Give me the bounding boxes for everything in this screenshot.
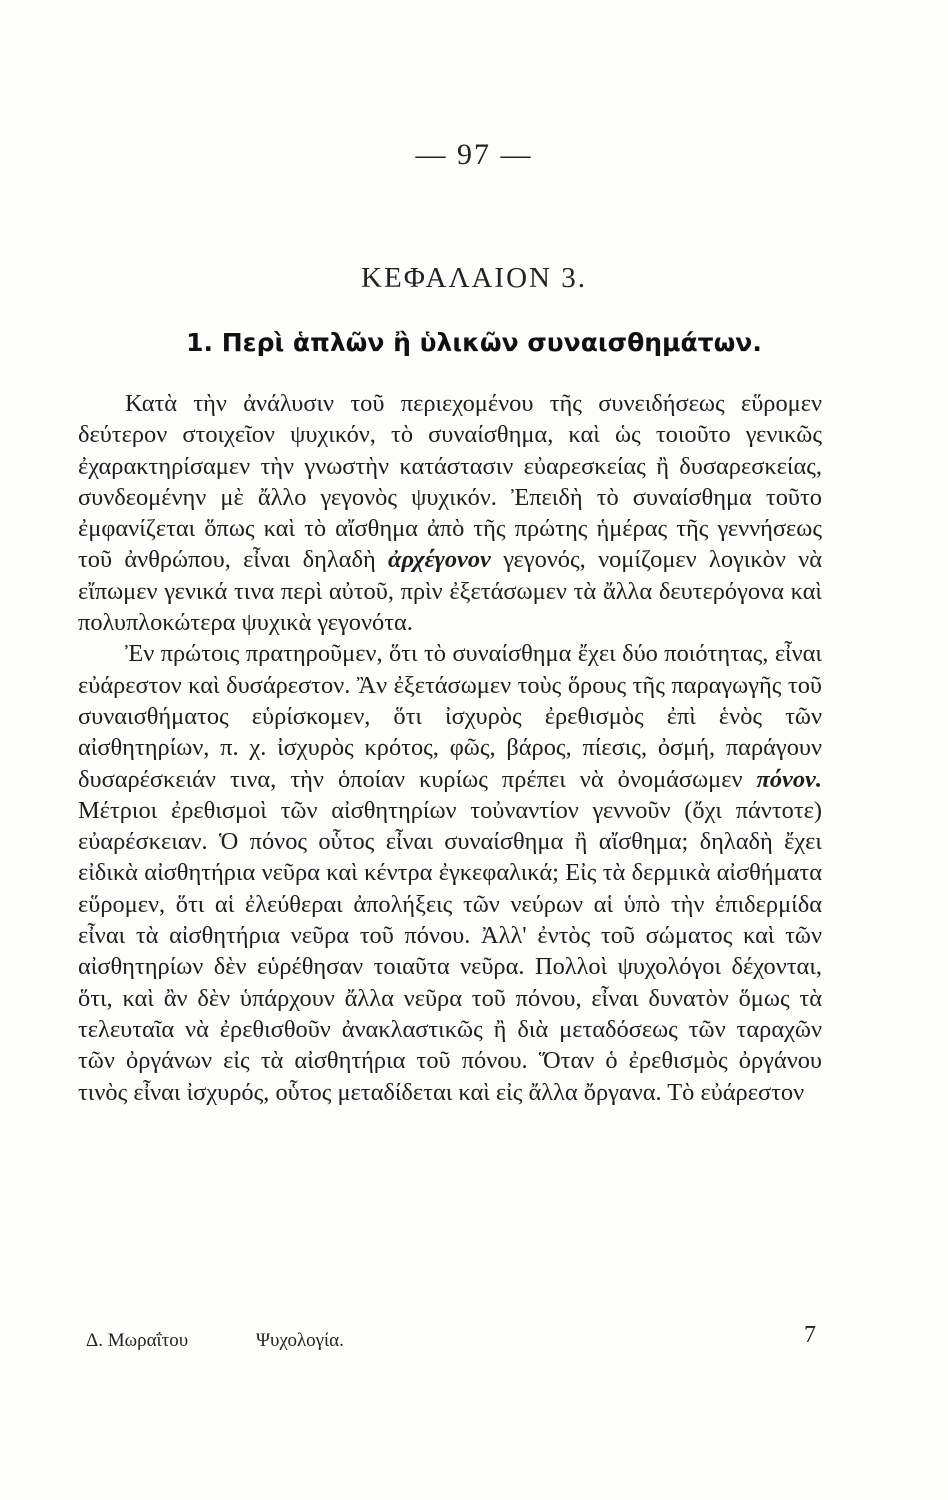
paragraph-1-text-a: Κατὰ τὴν ἀνάλυσιν τοῦ περιεχομένου τῆς συνειδήσεως εὕρομεν δεύτερον στοιχεῖον ψυχικόν, τὸ συναίσθημα, καὶ ὡς τοιοῦτο γενικῶς ἐχαρακτηρίσαμεν τὴν γνωστὴν κατάστασιν εὐαρεσκείας ἢ δυσαρεσκείας, συνδεομένην μὲ ἄλλο γεγονὸς ψυχικόν. Ἐπειδὴ τὸ συναίσθημα τοῦτο ἐμφανίζεται ὅπως καὶ τὸ αἴσθημα ἀπὸ τῆς πρώτης ἡμέρας τῆς γεννήσεως τοῦ ἀνθρώπου, εἶναι δηλαδὴ [78,390,822,574]
emphasis-term-archegonon: ἀρχέγονον [388,546,491,574]
footer-author: Δ. Μωραΐτου [86,1330,189,1351]
emphasis-term-ponon: πόνον. [756,765,822,793]
body-text [78,388,822,1108]
paragraph-2-text-a: Ἐν πρώτοις πρατηροῦμεν, ὅτι τὸ συναίσθημα ἔχει δύο ποιότητας, εἶναι εὐάρεστον καὶ δυσάρεστον. Ἂν ἐξετάσωμεν τοὺς ὅρους τῆς παραγωγῆς τοῦ συναισθήματος εὑρίσκομεν, ὅτι ἰσχυρὸς ἐρεθισμὸς ἐπὶ ἑνὸς τῶν αἰσθητηρίων, π. χ. ἰσχυρὸς κρότος, φῶς, βάρος, πίεσις, ὀσμή, παράγουν δυσαρέσκειάν τινα, τὴν ὁποίαν κυρίως πρέπει νὰ ὀνομάσωμεν [78,640,822,793]
paragraph-2 [78,638,822,1107]
chapter-title: ΚΕΦΑΛΑΙΟΝ 3. [361,262,587,294]
paragraph-1-text-b: γεγονός, νομίζομεν λογικὸν νὰ εἴπωμεν γενικά τινα περὶ αὐτοῦ, πρὶν ἐξετάσωμεν τὰ ἄλλα δευτερόγονα καὶ πολυπλοκώτερα ψυχικὰ γεγονότα. [78,546,822,637]
footer-book-title: Ψυχολογία. [256,1330,344,1351]
section-title: 1. Περὶ ἁπλῶν ἢ ὑλικῶν συναισθημάτων. [186,328,762,357]
paragraph-1 [78,388,822,638]
paragraph-2-text-b: Μέτριοι ἐρεθισμοὶ τῶν αἰσθητηρίων τοὐναντίον γεννοῦν (ὄχι πάντοτε) εὐαρέσκειαν. Ὁ πόνος οὗτος εἶναι συναίσθημα ἢ αἴσθημα; δηλαδὴ ἔχει εἰδικὰ αἰσθητήρια νεῦρα καὶ κέντρα ἐγκεφαλικά; Εἰς τὰ δερμικὰ αἰσθήματα εὕρομεν, ὅτι αἱ ἐλεύθεραι ἀπολήξεις τῶν νεύρων αἱ ὑπὸ τὴν ἐπιδερμίδα εἶναι τὰ αἰσθητήρια νεῦρα τοῦ πόνου. Ἀλλ' ἐντὸς τοῦ σώματος καὶ τῶν αἰσθητηρίων δὲν εὑρέθησαν τοιαῦτα νεῦρα. Πολλοὶ ψυχολόγοι δέχονται, ὅτι, καὶ ἂν δὲν ὑπάρχουν ἄλλα νεῦρα τοῦ πόνου, εἶναι δυνατὸν ὅμως τὰ τελευταῖα νὰ ἐρεθισθοῦν ἀνακλαστικῶς ἢ διὰ μεταδόσεως τῶν ταραχῶν τῶν ὀργάνων εἰς τὰ αἰσθητήρια τοῦ πόνου. Ὅταν ὁ ἐρεθισμὸς ὀργάνου τινὸς εἶναι ἰσχυρός, οὗτος μεταδίδεται καὶ εἰς ἄλλα ὄργανα. Τὸ εὐάρεστον [78,796,822,1106]
page-number: — 97 — [415,138,533,171]
signature-mark: 7 [804,1322,816,1348]
